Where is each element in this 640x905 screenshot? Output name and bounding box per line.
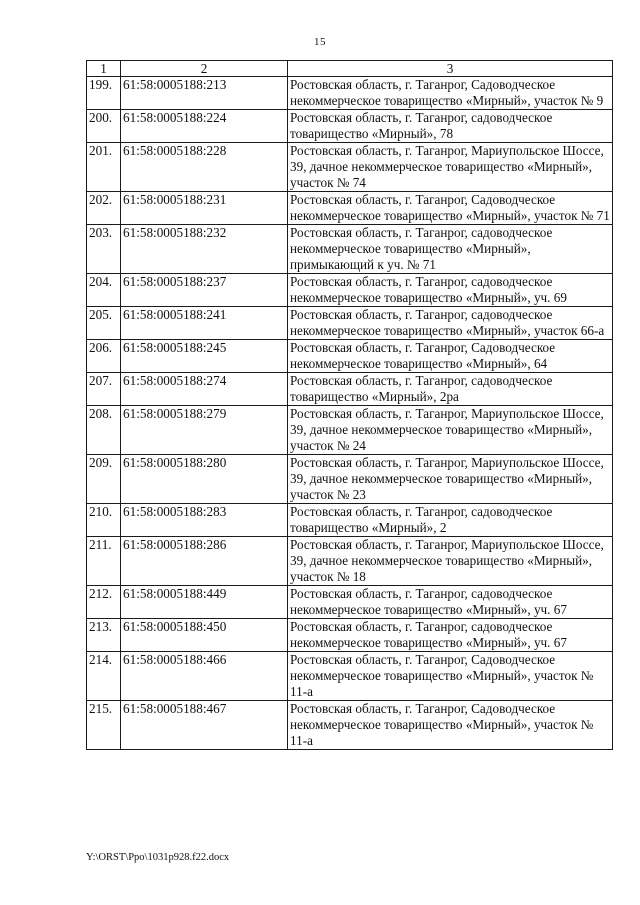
table-row bbox=[87, 455, 613, 504]
address: Ростовская область, г. Таганрог, Мариупольское Шоссе, 39, дачное некоммерческое товарищество «Мирный», участок № 18 bbox=[288, 537, 613, 586]
row-number: 212. bbox=[87, 586, 121, 619]
address: Ростовская область, г. Таганрог, садоводческое некоммерческое товарищество «Мирный», уч. 67 bbox=[288, 619, 613, 652]
address: Ростовская область, г. Таганрог, Мариупольское Шоссе, 39, дачное некоммерческое товарищество «Мирный», участок № 74 bbox=[288, 143, 613, 192]
address: Ростовская область, г. Таганрог, Садоводческое некоммерческое товарищество «Мирный», участок № 9 bbox=[288, 77, 613, 110]
column-header-address: 3 bbox=[288, 61, 613, 77]
address: Ростовская область, г. Таганрог, Садоводческое некоммерческое товарищество «Мирный», участок № 11-а bbox=[288, 701, 613, 750]
table-row bbox=[87, 406, 613, 455]
row-number: 211. bbox=[87, 537, 121, 586]
footer-file-path: Y:\ORST\Ppo\1031p928.f22.docx bbox=[86, 852, 230, 863]
cadastral-number: 61:58:0005188:245 bbox=[121, 340, 288, 373]
row-number: 213. bbox=[87, 619, 121, 652]
address: Ростовская область, г. Таганрог, Садоводческое некоммерческое товарищество «Мирный», 64 bbox=[288, 340, 613, 373]
cadastral-number: 61:58:0005188:450 bbox=[121, 619, 288, 652]
cadastral-number: 61:58:0005188:237 bbox=[121, 274, 288, 307]
cadastral-number: 61:58:0005188:279 bbox=[121, 406, 288, 455]
cadastral-number: 61:58:0005188:232 bbox=[121, 225, 288, 274]
table-header-row bbox=[87, 61, 613, 77]
table-row bbox=[87, 652, 613, 701]
row-number: 202. bbox=[87, 192, 121, 225]
row-number: 209. bbox=[87, 455, 121, 504]
table-row bbox=[87, 701, 613, 750]
address: Ростовская область, г. Таганрог, садоводческое некоммерческое товарищество «Мирный», участок 66-а bbox=[288, 307, 613, 340]
row-number: 215. bbox=[87, 701, 121, 750]
cadastral-number: 61:58:0005188:224 bbox=[121, 110, 288, 143]
table-row bbox=[87, 373, 613, 406]
address: Ростовская область, г. Таганрог, Мариупольское Шоссе, 39, дачное некоммерческое товарищество «Мирный», участок № 23 bbox=[288, 455, 613, 504]
row-number: 204. bbox=[87, 274, 121, 307]
row-number: 201. bbox=[87, 143, 121, 192]
cadastral-number: 61:58:0005188:283 bbox=[121, 504, 288, 537]
table-row bbox=[87, 274, 613, 307]
row-number: 200. bbox=[87, 110, 121, 143]
cadastral-table bbox=[86, 60, 613, 750]
table-row bbox=[87, 586, 613, 619]
row-number: 199. bbox=[87, 77, 121, 110]
cadastral-number: 61:58:0005188:286 bbox=[121, 537, 288, 586]
cadastral-number: 61:58:0005188:274 bbox=[121, 373, 288, 406]
row-number: 205. bbox=[87, 307, 121, 340]
address: Ростовская область, г. Таганрог, садоводческое товарищество «Мирный», 78 bbox=[288, 110, 613, 143]
column-header-number: 1 bbox=[87, 61, 121, 77]
address: Ростовская область, г. Таганрог, садоводческое товарищество «Мирный», 2ра bbox=[288, 373, 613, 406]
cadastral-number: 61:58:0005188:466 bbox=[121, 652, 288, 701]
cadastral-number: 61:58:0005188:280 bbox=[121, 455, 288, 504]
address: Ростовская область, г. Таганрог, садоводческое товарищество «Мирный», 2 bbox=[288, 504, 613, 537]
table-row bbox=[87, 537, 613, 586]
cadastral-number: 61:58:0005188:449 bbox=[121, 586, 288, 619]
address: Ростовская область, г. Таганрог, садоводческое некоммерческое товарищество «Мирный», уч. 67 bbox=[288, 586, 613, 619]
cadastral-number: 61:58:0005188:231 bbox=[121, 192, 288, 225]
table-row bbox=[87, 504, 613, 537]
cadastral-number: 61:58:0005188:213 bbox=[121, 77, 288, 110]
table-row bbox=[87, 110, 613, 143]
cadastral-number: 61:58:0005188:467 bbox=[121, 701, 288, 750]
address: Ростовская область, г. Таганрог, Садоводческое некоммерческое товарищество «Мирный», участок № 71 bbox=[288, 192, 613, 225]
column-header-cadastral: 2 bbox=[121, 61, 288, 77]
address: Ростовская область, г. Таганрог, Садоводческое некоммерческое товарищество «Мирный», участок № 11-а bbox=[288, 652, 613, 701]
address: Ростовская область, г. Таганрог, садоводческое некоммерческое товарищество «Мирный», примыкающий к уч. № 71 bbox=[288, 225, 613, 274]
row-number: 208. bbox=[87, 406, 121, 455]
row-number: 206. bbox=[87, 340, 121, 373]
table-row bbox=[87, 307, 613, 340]
cadastral-number: 61:58:0005188:241 bbox=[121, 307, 288, 340]
table-row bbox=[87, 192, 613, 225]
cadastral-number: 61:58:0005188:228 bbox=[121, 143, 288, 192]
table-row bbox=[87, 225, 613, 274]
row-number: 210. bbox=[87, 504, 121, 537]
row-number: 207. bbox=[87, 373, 121, 406]
address: Ростовская область, г. Таганрог, Мариупольское Шоссе, 39, дачное некоммерческое товарищество «Мирный», участок № 24 bbox=[288, 406, 613, 455]
table-row bbox=[87, 77, 613, 110]
table-row bbox=[87, 143, 613, 192]
page-number: 15 bbox=[314, 36, 326, 48]
address: Ростовская область, г. Таганрог, садоводческое некоммерческое товарищество «Мирный», уч. 69 bbox=[288, 274, 613, 307]
table-row bbox=[87, 340, 613, 373]
table-row bbox=[87, 619, 613, 652]
row-number: 214. bbox=[87, 652, 121, 701]
row-number: 203. bbox=[87, 225, 121, 274]
